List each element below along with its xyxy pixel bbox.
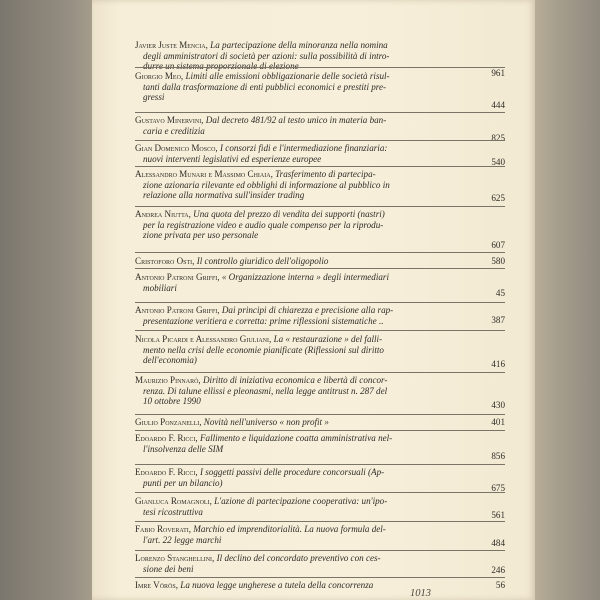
index-entry xyxy=(135,256,505,267)
entry-title-line: L'azione di partecipazione cooperativa: un'ipo- xyxy=(214,496,388,506)
index-entry xyxy=(135,334,505,370)
index-entry xyxy=(135,305,505,326)
entry-separator xyxy=(135,252,505,253)
entry-title-line: Diritto di iniziativa economica e libertà di concor- xyxy=(202,375,388,385)
entry-author: Gustavo Minervini, xyxy=(135,115,204,125)
index-entry xyxy=(135,143,505,168)
entry-title-line: Fallimento e liquidazione coatta amministrativa nel- xyxy=(200,433,393,443)
entry-title-line: « Organizzazione interna » degli intermediari xyxy=(221,272,389,282)
entry-page-number: 561 xyxy=(491,510,505,521)
entry-title-line: Il declino del concordato preventivo con ces- xyxy=(216,553,381,563)
entry-title-line: nuovi interventi legislativi ed esperienze europee xyxy=(143,153,322,164)
entry-author: Edoardo F. Ricci, xyxy=(135,433,198,443)
entry-separator xyxy=(135,414,505,415)
entry-author: Imre Vörös, xyxy=(135,580,178,590)
page-folio-number: 1013 xyxy=(410,588,431,599)
index-entry xyxy=(135,272,505,299)
entry-title-line: Limiti alle emissioni obbligazionarie delle società risul- xyxy=(185,71,390,81)
entry-author: Maurizio Pinnarò, xyxy=(135,375,201,385)
entry-author: Andrea Niutta, xyxy=(135,209,191,219)
entry-title-line: 10 ottobre 1990 xyxy=(143,396,201,407)
entry-author: Lorenzo Stanghellini, xyxy=(135,553,215,563)
entry-title-line: dell'economia) xyxy=(143,355,197,366)
entry-title-line: I soggetti passivi delle procedure concorsuali (Ap- xyxy=(200,467,385,477)
entry-title-line: Dal decreto 481/92 al testo unico in materia ban- xyxy=(205,115,387,125)
entry-title-line: zione privata per uso personale xyxy=(143,230,259,241)
entry-title-line: Una quota del prezzo di vendita dei supporti (nastri) xyxy=(193,209,385,219)
entry-author: Antonio Patroni Griffi, xyxy=(135,272,220,282)
entry-author: Fabio Roverati, xyxy=(135,524,191,534)
entry-separator xyxy=(135,464,505,465)
entry-separator xyxy=(135,372,505,373)
entry-page-number: 961 xyxy=(491,68,505,79)
index-entry xyxy=(135,433,505,462)
index-entry xyxy=(135,496,505,521)
entry-title-line: Dai principi di chiarezza e precisione alla rap- xyxy=(221,305,394,315)
entry-title-line: Il controllo giuridico dell'oligopolio xyxy=(196,256,329,266)
entry-page-number: 607 xyxy=(491,240,505,251)
entry-page-number: 387 xyxy=(491,315,505,326)
entry-page-number: 56 xyxy=(495,580,505,591)
entry-page-number: 540 xyxy=(491,157,505,168)
entry-author: Gian Domenico Mosco, xyxy=(135,143,218,153)
entry-title-line: per la registrazione video e audio quale compenso per la riprodu- xyxy=(143,219,384,230)
index-entry xyxy=(135,417,505,428)
entry-page-number: 484 xyxy=(491,538,505,549)
entry-title-line: relazione alla normativa sull'insider trading xyxy=(143,190,305,201)
entry-page-number: 401 xyxy=(491,417,505,428)
entry-page-number: 444 xyxy=(491,100,505,111)
entry-page-number: 580 xyxy=(491,256,505,267)
entry-separator xyxy=(135,166,505,167)
entry-author: Gianluca Romagnoli, xyxy=(135,496,212,506)
desk-background-left xyxy=(0,0,92,600)
entry-author: Edoardo F. Ricci, xyxy=(135,467,198,477)
entry-separator xyxy=(135,550,505,551)
entry-title-line: punti per un bilancio) xyxy=(143,477,223,488)
entry-title-line: degli amministratori di società per azioni: sulla possibilità di intro- xyxy=(143,50,390,61)
entry-title-line: renza. Di talune ellissi e pleonasmi, nella legge antitrust n. 287 del xyxy=(143,385,388,396)
entry-title-line: Novità nell'universo « non profit » xyxy=(203,417,329,427)
entry-author: Javier Juste Mencia, xyxy=(135,40,208,50)
entry-title-line: La nuova legge ungherese a tutela della concorrenza xyxy=(180,580,374,590)
index-entry xyxy=(135,524,505,549)
entry-title-line: tanti dalla trasformazione di enti pubblici economici e prestiti pre- xyxy=(143,81,387,92)
entry-separator xyxy=(135,492,505,493)
entry-separator xyxy=(135,302,505,303)
index-entry xyxy=(135,71,505,111)
index-entry xyxy=(135,375,505,411)
entry-title-line: La partecipazione della minoranza nella nomina xyxy=(210,40,388,50)
entry-title-line: presentazione veritiera e corretta: prime riflessioni sistematiche .. xyxy=(143,315,384,326)
entry-separator xyxy=(135,521,505,522)
entry-title-line: caria e creditizia xyxy=(143,125,205,136)
entry-separator xyxy=(135,112,505,113)
entry-separator xyxy=(135,330,505,331)
entry-page-number: 675 xyxy=(491,483,505,494)
entry-title-line: Trasferimento di partecipa- xyxy=(275,169,376,179)
entry-author: Giulio Ponzanelli, xyxy=(135,417,202,427)
entry-title-line: La « restaurazione » del falli- xyxy=(273,334,383,344)
entry-title-line: mento nella crisi delle economie pianificate (Riflessioni sul diritto xyxy=(143,344,384,355)
entry-title-line: Marchio ed imprenditorialità. La nuova formula del- xyxy=(193,524,386,534)
entry-title-line: sione dei beni xyxy=(143,563,194,574)
entry-page-number: 416 xyxy=(491,359,505,370)
index-entry xyxy=(135,209,505,251)
index-entry xyxy=(135,169,505,204)
entry-title-line: l'insolvenza delle SIM xyxy=(143,443,224,454)
entry-author: Nicola Picardi e Alessandro Giuliani, xyxy=(135,334,272,344)
entry-separator xyxy=(135,140,505,141)
index-entry xyxy=(135,115,505,144)
entry-separator xyxy=(135,430,505,431)
entry-separator xyxy=(135,67,505,68)
entry-title-line: tesi ricostruttiva xyxy=(143,506,203,517)
entry-page-number: 625 xyxy=(491,193,505,204)
entry-author: Cristoforo Osti, xyxy=(135,256,195,266)
entry-title-line: mobiliari xyxy=(143,282,177,293)
entry-author: Alessandro Munari e Massimo Chiaia, xyxy=(135,169,273,179)
index-entry xyxy=(135,467,505,494)
entry-title-line: zione azionaria rilevante ed obblighi di informazione al pubblico in xyxy=(143,179,390,190)
entry-title-line: l'art. 22 legge marchi xyxy=(143,534,222,545)
desk-background-right xyxy=(535,0,600,600)
entry-separator xyxy=(135,577,505,578)
entry-page-number: 825 xyxy=(491,133,505,144)
index-entry xyxy=(135,553,505,574)
entry-page-number: 856 xyxy=(491,451,505,462)
entry-title-line: I consorzi fidi e l'intermediazione finanziaria: xyxy=(220,143,388,153)
entry-author: Antonio Patroni Griffi, xyxy=(135,305,220,315)
entry-title-line: gressi xyxy=(143,92,165,103)
entry-separator xyxy=(135,206,505,207)
entry-separator xyxy=(135,268,505,269)
entry-page-number: 246 xyxy=(491,565,505,576)
index-entry xyxy=(135,580,505,591)
book-page xyxy=(92,0,535,600)
entry-page-number: 430 xyxy=(491,400,505,411)
entry-page-number: 45 xyxy=(495,288,505,299)
entry-title-line: durre un sistema proporzionale di elezione xyxy=(143,61,299,72)
entry-author: Giorgio Meo, xyxy=(135,71,184,81)
